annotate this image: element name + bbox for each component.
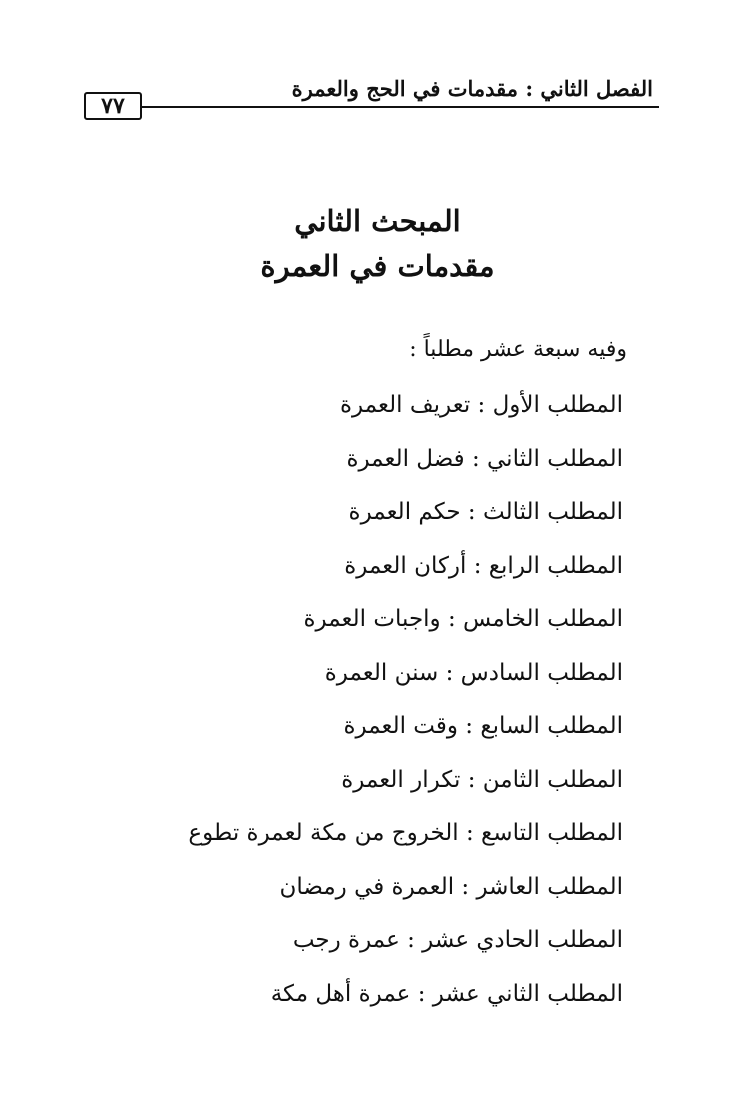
toc-item: المطلب السادس : سنن العمرة — [324, 659, 623, 686]
toc-item: المطلب العاشر : العمرة في رمضان — [279, 873, 623, 900]
chapter-title: الفصل الثاني : مقدمات في الحج والعمرة — [291, 76, 653, 101]
toc-list — [123, 388, 623, 1030]
header-rule — [142, 106, 659, 108]
toc-item: المطلب التاسع : الخروج من مكة لعمرة تطوع — [188, 820, 623, 846]
toc-item: المطلب الثاني عشر : عمرة أهل مكة — [270, 980, 623, 1007]
toc-item: المطلب الثالث : حكم العمرة — [348, 499, 623, 525]
toc-item: المطلب السابع : وقت العمرة — [343, 713, 623, 739]
toc-item: المطلب الثاني : فضل العمرة — [346, 445, 623, 472]
toc-item: المطلب الأول : تعريف العمرة — [339, 392, 623, 418]
section-heading: المبحث الثاني — [294, 204, 461, 238]
page-number: ٧٧ — [101, 93, 125, 119]
toc-item: المطلب الحادي عشر : عمرة رجب — [292, 927, 623, 953]
toc-item: المطلب الخامس : واجبات العمرة — [303, 606, 623, 632]
toc-item: المطلب الرابع : أركان العمرة — [344, 552, 623, 579]
toc-item: المطلب الثامن : تكرار العمرة — [341, 766, 623, 793]
page-number-box — [84, 92, 142, 120]
section-subheading: مقدمات في العمرة — [260, 249, 495, 283]
running-header — [84, 68, 659, 120]
intro-text: وفيه سبعة عشر مطلباً : — [409, 337, 627, 362]
